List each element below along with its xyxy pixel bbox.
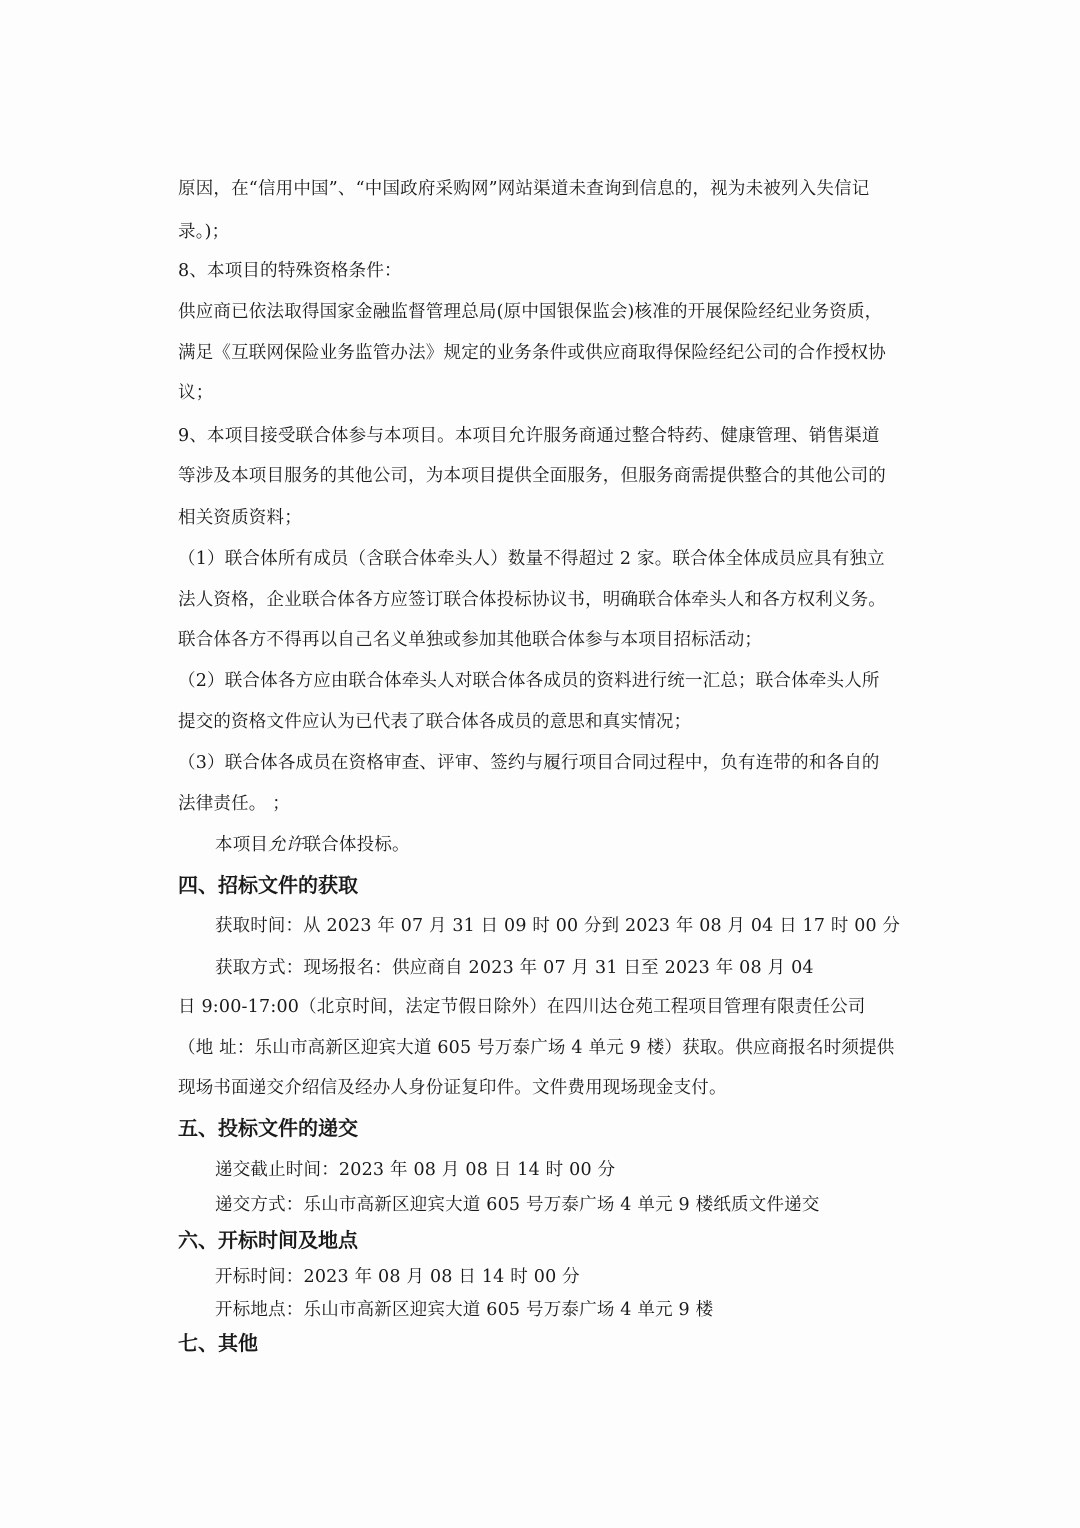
body-line: 8、本项目的特殊资格条件： [178,261,402,281]
body-line: （1）联合体所有成员（含联合体牵头人）数量不得超过 2 家。联合体全体成员应具有独立 [178,549,885,569]
body-line: （2）联合体各方应由联合体牵头人对联合体各成员的资料进行统一汇总；联合体牵头人所 [178,671,880,691]
allow-emphasis: 允许 [268,835,304,855]
acquire-method-line: 现场书面递交介绍信及经办人身份证复印件。文件费用现场现金支付。 [178,1078,727,1098]
allow-prefix: 本项目 [215,835,269,855]
body-line: 提交的资格文件应认为已代表了联合体各成员的意思和真实情况； [178,712,692,732]
body-line: 供应商已依法取得国家金融监督管理总局(原中国银保监会)核准的开展保险经纪业务资质， [178,302,883,322]
section-7-heading: 七、其他 [178,1331,258,1355]
body-line: 法律责任。 ； [178,794,290,814]
section-5-heading: 五、投标文件的递交 [178,1116,358,1140]
body-line: 9、本项目接受联合体参与本项目。本项目允许服务商通过整合特药、健康管理、销售渠道 [178,426,880,446]
body-line: （3）联合体各成员在资格审查、评审、签约与履行项目合同过程中，负有连带的和各自的 [178,753,880,773]
acquire-method-line: 获取方式：现场报名：供应商自 2023 年 07 月 31 日至 2023 年 08 月 04 [215,958,814,978]
allow-consortium-line [215,834,410,856]
opening-place: 开标地点：乐山市高新区迎宾大道 605 号万泰广场 4 单元 9 楼 [215,1300,714,1320]
body-line: 满足《互联网保险业务监管办法》规定的业务条件或供应商取得保险经纪公司的合作授权协 [178,343,886,363]
submit-deadline: 递交截止时间：2023 年 08 月 08 日 14 时 00 分 [215,1160,616,1180]
acquire-time: 获取时间：从 2023 年 07 月 31 日 09 时 00 分到 2023 年 08 月 04 日 17 时 00 分 [215,916,901,936]
body-line: 等涉及本项目服务的其他公司，为本项目提供全面服务，但服务商需提供整合的其他公司的 [178,466,886,486]
opening-time: 开标时间：2023 年 08 月 08 日 14 时 00 分 [215,1267,580,1287]
allow-suffix: 联合体投标。 [303,835,410,855]
body-line: 法人资格，企业联合体各方应签订联合体投标协议书，明确联合体牵头人和各方权利义务。 [178,590,886,610]
acquire-method-line: 日 9:00-17:00（北京时间，法定节假日除外）在四川达仓苑工程项目管理有限责任公司 [178,997,866,1017]
body-line: 录。)； [178,222,230,242]
body-line: 原因，在“信用中国”、“中国政府采购网”网站渠道未查询到信息的，视为未被列入失信记 [178,179,870,199]
submit-method: 递交方式：乐山市高新区迎宾大道 605 号万泰广场 4 单元 9 楼纸质文件递交 [215,1195,820,1215]
section-4-heading: 四、招标文件的获取 [178,873,358,897]
acquire-method-line: （地 址：乐山市高新区迎宾大道 605 号万泰广场 4 单元 9 楼）获取。供应商报名时须提供 [178,1038,895,1058]
body-line: 联合体各方不得再以自己名义单独或参加其他联合体参与本项目招标活动； [178,630,763,650]
body-line: 议； [178,383,214,403]
body-line: 相关资质资料； [178,508,302,528]
section-6-heading: 六、开标时间及地点 [178,1228,358,1252]
